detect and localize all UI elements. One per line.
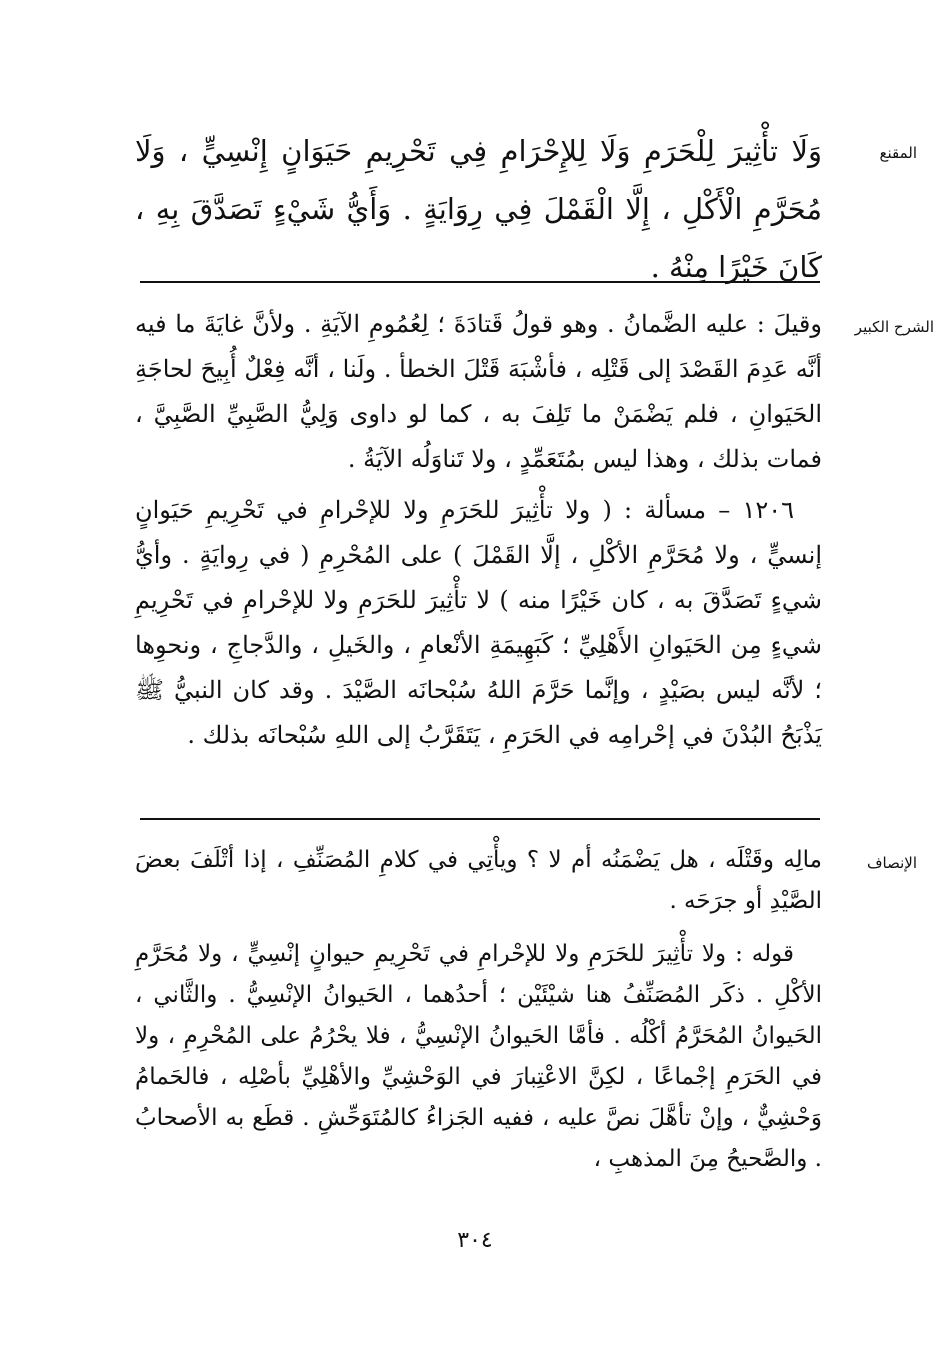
insaf-label: الإنصاف bbox=[866, 854, 917, 872]
sharh-label: الشرح الكبير bbox=[854, 318, 934, 336]
muqni-section bbox=[135, 122, 917, 296]
section-divider bbox=[140, 281, 820, 283]
sharh-paragraph: ١٢٠٦ – مسألة : ( ولا تأْثِيرَ للحَرَمِ ولا للإحْرامِ في تَحْرِيمِ حَيَوانٍ إنسيٍّ ، ولا مُحَرَّمِ الأكْلِ ، إلَّا القَمْلَ ) على المُحْرِمِ ( في رِوايَةٍ . وأيُّ شيءٍ تَصَدَّقَ به ، كان خَيْرًا منه ) لا تأْثِيرَ للحَرَمِ ولا للإحْرامِ في تَحْرِيمِ شيءٍ مِن الحَيَوانِ الأَهْلِيِّ ؛ كَبَهِيمَةِ الأنْعامِ ، والخَيلِ ، والدَّجاجِ ، ونحوِها ؛ لأنَّه ليس بصَيْدٍ ، وإنَّما حَرَّمَ اللهُ سُبْحانَه الصَّيْدَ . وقد كان النبيُّ ﷺ يَذْبَحُ البُدْنَ في إحْرامِه في الحَرَمِ ، يَتَقَرَّبُ إلى اللهِ سُبْحانَه بذلك . bbox=[135, 496, 823, 749]
muqni-text bbox=[135, 122, 822, 296]
section-divider bbox=[140, 818, 820, 820]
sharh-paragraph: وقيلَ : عليه الضَّمانُ . وهو قولُ قَتادَةَ ؛ لِعُمُومِ الآيَةِ . ولأنَّ غايَةَ ما فيه أنَّه عَدِمَ القَصْدَ إلى قَتْلِه ، فأشْبَهَ قَتْلَ الخطأ . ولَنا ، أنَّه فِعْلٌ أُبِيحَ لحاجَةِ الحَيَوانِ ، فلم يَضْمَنْ ما تَلِفَ به ، كما لو داوى وَلِيُّ الصَّبِيِّ الصَّبِيَّ ، فمات بذلك ، وهذا ليس بمُتَعَمِّدٍ ، ولا تَناوَلُه الآيَةُ . bbox=[135, 310, 822, 473]
sharh-section bbox=[135, 302, 934, 758]
insaf-section bbox=[135, 840, 917, 1180]
page-number: ٣٠٤ bbox=[457, 1228, 493, 1253]
insaf-text bbox=[135, 840, 822, 1180]
sharh-text bbox=[135, 302, 822, 758]
insaf-paragraph: قوله : ولا تأْثِيرَ للحَرَمِ ولا للإحْرامِ في تَحْرِيمِ حيوانٍ إنْسِيٍّ ، ولا مُحَرَّمِ الأكْلِ . ذكَر المُصَنِّفُ هنا شيْئَيْن ؛ أحدُهما ، الحَيوانُ الإنْسِيُّ . والثَّاني ، الحَيوانُ المُحَرَّمُ أكْلُه . فأمَّا الحَيوانُ الإنْسِيُّ ، فلا يحْرُمُ على المُحْرِمِ ، ولا في الحَرَمِ إجْماعًا ، لكِنَّ الاعْتِبارَ في الوَحْشِيِّ والأهْلِيِّ بأصْلِه ، فالحَمامُ وَحْشِيٌّ ، وإنْ تأهَّلَ نصَّ عليه ، ففيه الجَزاءُ كالمُتَوَحِّشِ . قطَع به الأصحابُ . والصَّحيحُ مِنَ المذهبِ ، bbox=[135, 941, 822, 1172]
muqni-paragraph: وَلَا تأْثِيرَ لِلْحَرَمِ وَلَا لِلإِحْرَامِ فِي تَحْرِيمِ حَيَوَانٍ إِنْسِيٍّ ، وَلَا مُحَرَّمِ الْأَكْلِ ، إِلَّا الْقَمْلَ فِي رِوَايَةٍ . وَأَيُّ شَيْءٍ تَصَدَّقَ بِهِ ، كَانَ خَيْرًا مِنْهُ . bbox=[135, 134, 822, 284]
insaf-paragraph: مالِه وقَتْلَه ، هل يَضْمَنُه أم لا ؟ ويأْتِي في كلامِ المُصَنِّفِ ، إذا أتْلَفَ بعضَ الصَّيْدِ أو جرَحَه . bbox=[135, 847, 822, 914]
muqni-label: المقنع bbox=[879, 144, 917, 162]
